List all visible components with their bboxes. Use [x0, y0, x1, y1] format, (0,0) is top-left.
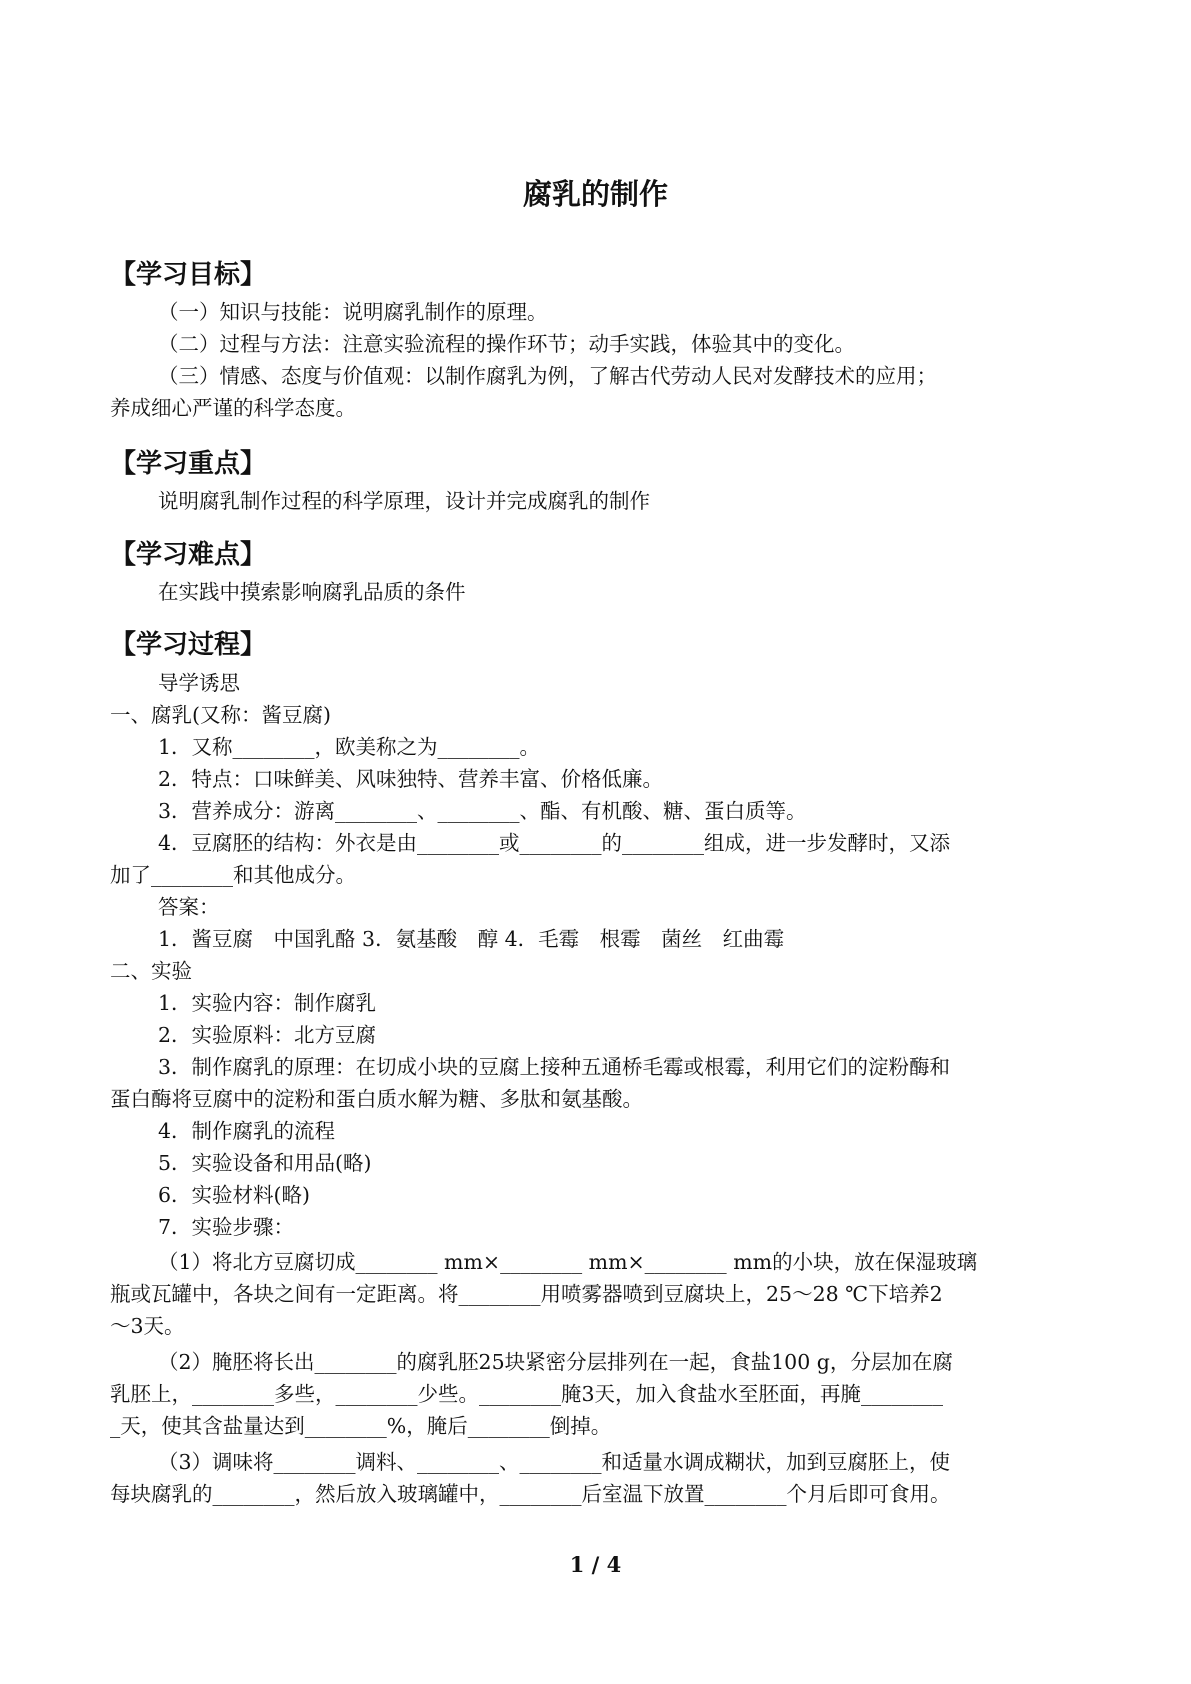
process-line: 3．制作腐乳的原理：在切成小块的豆腐上接种五通桥毛霉或根霉，利用它们的淀粉酶和	[158, 1055, 951, 1079]
process-line: 7．实验步骤：	[158, 1215, 295, 1239]
process-line: 蛋白酶将豆腐中的淀粉和蛋白质水解为糖、多肽和氨基酸。	[110, 1087, 643, 1111]
process-line: 导学诱思	[158, 671, 240, 695]
process-line: （3）调味将________调料、________、________和适量水调成糊状，加到豆腐胚上，使	[158, 1450, 951, 1474]
process-line: 1．又称________，欧美称之为________。	[158, 735, 541, 759]
process-line: 一、腐乳(又称：酱豆腐)	[110, 703, 331, 727]
process-line: ～3天。	[110, 1314, 185, 1338]
process-line: 4．豆腐胚的结构：外衣是由________或________的________组成，进一步发酵时，又添	[158, 831, 951, 855]
objectives-heading: 【学习目标】	[110, 260, 267, 290]
process-line: _天，使其含盐量达到________%，腌后________倒掉。	[110, 1414, 612, 1438]
page-title: 腐乳的制作	[522, 177, 668, 211]
process-line: 6．实验材料(略)	[158, 1183, 311, 1207]
process-line: 答案：	[158, 895, 220, 919]
page-number: 1 / 4	[569, 1552, 622, 1577]
objective-item: （一）知识与技能：说明腐乳制作的原理。	[158, 300, 548, 324]
process-line: 加了________和其他成分。	[110, 863, 356, 887]
process-line: 每块腐乳的________，然后放入玻璃罐中，________后室温下放置________个月后即可食用。	[110, 1482, 951, 1506]
process-line: （1）将北方豆腐切成________ mm×________ mm×________ mm的小块，放在保湿玻璃	[158, 1250, 978, 1274]
key-points-heading: 【学习重点】	[110, 449, 267, 479]
process-heading: 【学习过程】	[110, 630, 267, 660]
objective-item: （三）情感、态度与价值观：以制作腐乳为例，了解古代劳动人民对发酵技术的应用；	[158, 364, 937, 388]
objective-item: （二）过程与方法：注意实验流程的操作环节；动手实践，体验其中的变化。	[158, 332, 855, 356]
process-line: 3．营养成分：游离________、________、酯、有机酸、糖、蛋白质等。	[158, 799, 807, 823]
key-points-text: 说明腐乳制作过程的科学原理，设计并完成腐乳的制作	[158, 489, 650, 513]
process-line: （2）腌胚将长出________的腐乳胚25块紧密分层排列在一起，食盐100 g，分层加在腐	[158, 1350, 953, 1374]
difficulties-text: 在实践中摸索影响腐乳品质的条件	[158, 580, 466, 604]
process-line: 1．实验内容：制作腐乳	[158, 991, 377, 1015]
process-line: 5．实验设备和用品(略)	[158, 1151, 372, 1175]
process-line: 乳胚上，________多些，________少些。________腌3天，加入食盐水至胚面，再腌________	[110, 1382, 944, 1406]
process-line: 2．特点：口味鲜美、风味独特、营养丰富、价格低廉。	[158, 767, 664, 791]
process-line: 2．实验原料：北方豆腐	[158, 1023, 377, 1047]
process-line: 二、实验	[110, 959, 192, 983]
difficulties-heading: 【学习难点】	[110, 540, 267, 570]
process-line: 瓶或瓦罐中，各块之间有一定距离。将________用喷雾器喷到豆腐块上，25～28 ℃下培养2	[110, 1282, 943, 1306]
objective-item: 养成细心严谨的科学态度。	[110, 396, 356, 420]
process-line: 1．酱豆腐 中国乳酪 3．氨基酸 醇 4．毛霉 根霉 菌丝 红曲霉	[158, 927, 785, 951]
process-line: 4．制作腐乳的流程	[158, 1119, 336, 1143]
